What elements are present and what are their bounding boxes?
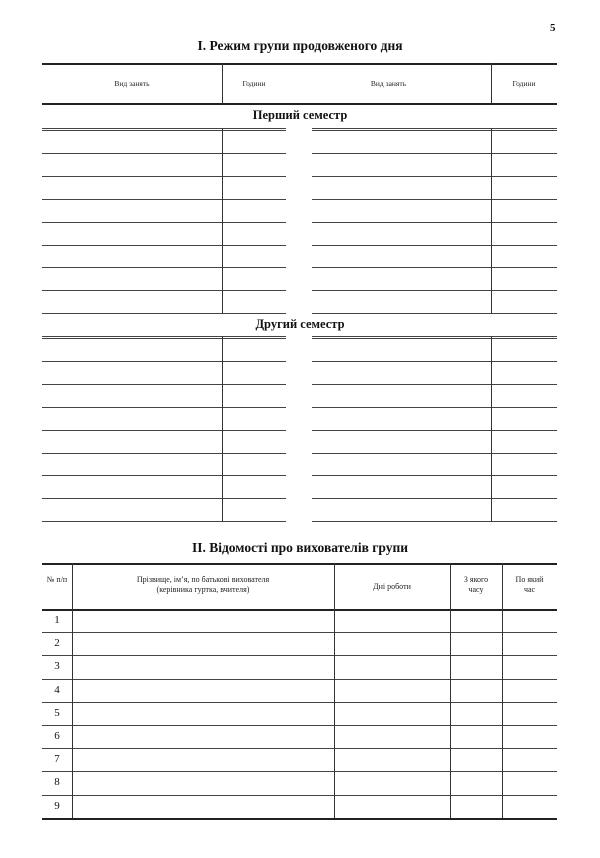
header-top-rule [42, 63, 557, 65]
row-rule [42, 267, 286, 268]
row-rule [312, 267, 557, 268]
row-rule [312, 338, 557, 339]
block-top-rule [312, 128, 557, 129]
row-rule [42, 475, 286, 476]
header-to [502, 575, 557, 595]
row-rule [312, 199, 557, 200]
row-number: 3 [54, 660, 60, 673]
row-rule [312, 407, 557, 408]
second-semester-label: Другий семестр [255, 317, 345, 331]
column-divider [222, 63, 223, 103]
row-rule [312, 222, 557, 223]
header-from-line1: З якого [463, 575, 489, 584]
row-rule [42, 361, 286, 362]
row-rule [42, 290, 286, 291]
header-name-line2: (керівника гуртка, вчителя) [156, 585, 250, 594]
column-divider [491, 336, 492, 521]
block-top-rule [42, 128, 286, 129]
table-row-rule [42, 632, 557, 633]
header-to-line2: час [523, 585, 536, 594]
row-rule [42, 521, 286, 522]
row-rule [312, 176, 557, 177]
row-rule [42, 498, 286, 499]
column-divider [502, 563, 503, 818]
row-rule [42, 176, 286, 177]
header-hours-left: Години [242, 79, 266, 88]
row-rule [42, 384, 286, 385]
row-rule [42, 430, 286, 431]
table-row-rule [42, 679, 557, 680]
row-rule [312, 313, 557, 314]
row-rule [312, 153, 557, 154]
table-row-rule [42, 655, 557, 656]
column-divider [222, 336, 223, 521]
table-row-rule [42, 771, 557, 772]
row-number: 5 [54, 706, 60, 719]
header-from-line2: часу [468, 585, 484, 594]
table-row-rule [42, 795, 557, 796]
section-1-title: І. Режим групи продовженого дня [197, 38, 403, 53]
table-top-rule [42, 563, 557, 565]
row-rule [42, 407, 286, 408]
header-num: № п/п [46, 575, 68, 584]
table-row-rule [42, 702, 557, 703]
header-name-line1: Прізвище, ім’я, по батькові вихователя [136, 575, 270, 584]
column-divider [334, 563, 335, 818]
header-from [450, 575, 502, 595]
column-divider [491, 63, 492, 103]
row-rule [312, 130, 557, 131]
first-semester-label: Перший семестр [252, 108, 348, 122]
row-rule [42, 245, 286, 246]
header-bottom-rule [42, 103, 557, 105]
row-rule [42, 130, 286, 131]
section-2-title: ІІ. Відомості про вихователів групи [191, 540, 409, 555]
column-divider [491, 128, 492, 313]
row-rule [312, 521, 557, 522]
table-row-rule [42, 725, 557, 726]
row-number: 7 [54, 753, 60, 766]
row-number: 9 [54, 799, 60, 812]
row-number: 6 [54, 730, 60, 742]
row-rule [42, 338, 286, 339]
header-days: Дні роботи [373, 582, 411, 591]
page-number: 5 [550, 22, 556, 34]
block-top-rule [42, 336, 286, 337]
row-rule [312, 430, 557, 431]
row-rule [42, 153, 286, 154]
table-row-rule [42, 818, 557, 820]
header-to-line1: По який [515, 575, 544, 584]
row-rule [312, 475, 557, 476]
header-activity-left: Вид занять [114, 79, 150, 88]
column-divider [72, 563, 73, 818]
table-row-rule [42, 748, 557, 749]
row-rule [312, 290, 557, 291]
row-rule [312, 498, 557, 499]
row-rule [42, 222, 286, 223]
column-divider [222, 128, 223, 313]
row-rule [312, 384, 557, 385]
row-rule [42, 453, 286, 454]
row-rule [312, 245, 557, 246]
header-name [72, 575, 334, 595]
row-rule [42, 199, 286, 200]
header-bottom-rule [42, 609, 557, 611]
row-number: 1 [54, 614, 60, 626]
header-activity-right: Вид занять [370, 79, 407, 88]
row-number: 8 [54, 776, 60, 789]
row-rule [42, 313, 286, 314]
row-rule [312, 361, 557, 362]
row-rule [312, 453, 557, 454]
column-divider [450, 563, 451, 818]
row-number: 2 [54, 637, 60, 650]
header-hours-right: Години [512, 79, 536, 88]
row-number: 4 [54, 683, 60, 696]
block-top-rule [312, 336, 557, 337]
